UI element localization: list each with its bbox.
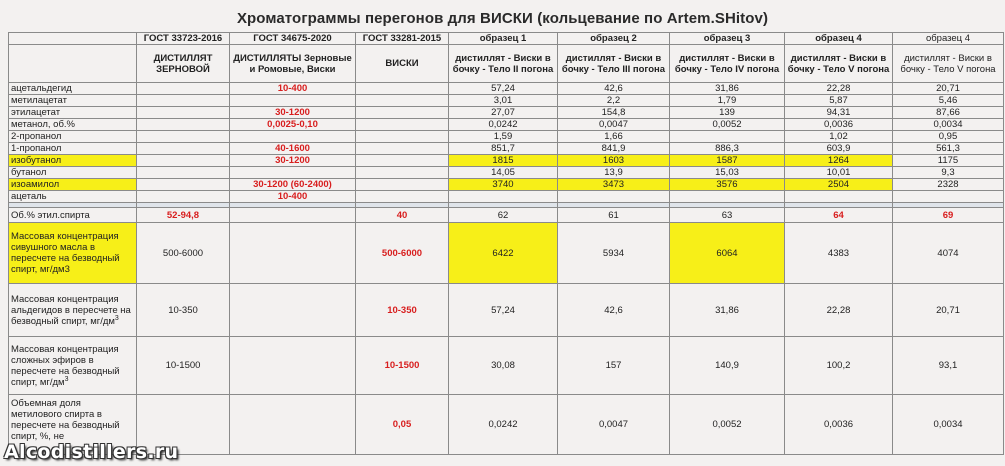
row-std2 [230, 395, 356, 455]
row-v3: 140,9 [670, 337, 785, 395]
row-label: ацеталь [9, 191, 137, 203]
row-v1: 0,0242 [449, 119, 558, 131]
header-sample1: образец 1 [449, 33, 558, 45]
row-v3: 31,86 [670, 83, 785, 95]
row-v5: 2328 [893, 179, 1004, 191]
row-v5: 1175 [893, 155, 1004, 167]
row-v2: 13,9 [558, 167, 670, 179]
row-v5: 93,1 [893, 337, 1004, 395]
site-watermark: Alcodistillers.ru [4, 441, 179, 463]
subheader-sample3: дистиллят - Виски в бочку - Тело IV погона [670, 45, 785, 83]
row-v3: 15,03 [670, 167, 785, 179]
row-std3: 40 [356, 208, 449, 223]
row-v3: 63 [670, 208, 785, 223]
row-v4: 4383 [785, 223, 893, 284]
row-v5: 87,66 [893, 107, 1004, 119]
row-v2: 2,2 [558, 95, 670, 107]
table-row [9, 131, 1004, 143]
row-v5: 20,71 [893, 83, 1004, 95]
subheader-empty [9, 45, 137, 83]
row-v1: 57,24 [449, 83, 558, 95]
row-v2: 61 [558, 208, 670, 223]
row-std1 [137, 131, 230, 143]
subheader-sample2: дистиллят - Виски в бочку - Тело III погона [558, 45, 670, 83]
row-v4: 22,28 [785, 284, 893, 337]
row-v1: 3740 [449, 179, 558, 191]
row-std2 [230, 223, 356, 284]
header-sample2: образец 2 [558, 33, 670, 45]
row-v2: 42,6 [558, 83, 670, 95]
header-std1: ГОСТ 33723-2016 [137, 33, 230, 45]
esters-row [9, 337, 1004, 395]
row-v3: 886,3 [670, 143, 785, 155]
header-empty [9, 33, 137, 45]
row-std1: 52-94,8 [137, 208, 230, 223]
row-v4: 1,02 [785, 131, 893, 143]
row-v4 [785, 191, 893, 203]
row-std1 [137, 155, 230, 167]
row-std3 [356, 143, 449, 155]
row-std3 [356, 119, 449, 131]
header-row [9, 33, 1004, 45]
row-label [9, 284, 137, 337]
row-v5 [893, 191, 1004, 203]
row-std2: 30-1200 (60-2400) [230, 179, 356, 191]
row-v5: 0,95 [893, 131, 1004, 143]
row-v2: 3473 [558, 179, 670, 191]
subheader-sample1: дистиллят - Виски в бочку - Тело II погона [449, 45, 558, 83]
row-v5: 0,0034 [893, 119, 1004, 131]
row-v4: 5,87 [785, 95, 893, 107]
table-row [9, 83, 1004, 95]
subheader-std1: ДИСТИЛЛЯТ ЗЕРНОВОЙ [137, 45, 230, 83]
row-std1 [137, 143, 230, 155]
row-v1: 6422 [449, 223, 558, 284]
row-v1: 30,08 [449, 337, 558, 395]
table-row [9, 107, 1004, 119]
row-v1: 1815 [449, 155, 558, 167]
row-v1: 14,05 [449, 167, 558, 179]
superscript: 3 [114, 314, 119, 322]
row-std1 [137, 83, 230, 95]
row-v3: 139 [670, 107, 785, 119]
row-label: изобутанол [9, 155, 137, 167]
header-std3: ГОСТ 33281-2015 [356, 33, 449, 45]
row-std2 [230, 208, 356, 223]
row-v5: 9,3 [893, 167, 1004, 179]
row-std1 [137, 107, 230, 119]
row-label [9, 337, 137, 395]
row-label: Массовая концентрация сивушного масла в пересчете на безводный спирт, мг/дм3 [9, 223, 137, 284]
row-v5: 69 [893, 208, 1004, 223]
row-v4: 2504 [785, 179, 893, 191]
header-sample4: образец 4 [785, 33, 893, 45]
row-std1 [137, 95, 230, 107]
aldehydes-row [9, 284, 1004, 337]
row-std1 [137, 179, 230, 191]
row-v1: 851,7 [449, 143, 558, 155]
row-std2: 40-1600 [230, 143, 356, 155]
table-row [9, 167, 1004, 179]
row-std3 [356, 83, 449, 95]
row-std2 [230, 131, 356, 143]
row-v1: 3,01 [449, 95, 558, 107]
row-v3: 6064 [670, 223, 785, 284]
row-std3 [356, 191, 449, 203]
row-v2: 0,0047 [558, 119, 670, 131]
row-v3: 0,0052 [670, 395, 785, 455]
row-std3: 10-1500 [356, 337, 449, 395]
row-std2: 10-400 [230, 83, 356, 95]
subheader-std2: ДИСТИЛЛЯТЫ Зерновые и Ромовые, Виски [230, 45, 356, 83]
row-std3: 10-350 [356, 284, 449, 337]
subheader-sample5: дистиллят - Виски в бочку - Тело V погона [893, 45, 1004, 83]
row-std2: 30-1200 [230, 155, 356, 167]
row-v2: 1603 [558, 155, 670, 167]
row-v2 [558, 191, 670, 203]
row-v4: 0,0036 [785, 395, 893, 455]
row-std3 [356, 95, 449, 107]
row-std1: 500-6000 [137, 223, 230, 284]
row-std2 [230, 95, 356, 107]
table-row [9, 95, 1004, 107]
row-v3: 0,0052 [670, 119, 785, 131]
row-std3 [356, 167, 449, 179]
row-v3: 1587 [670, 155, 785, 167]
row-std2 [230, 284, 356, 337]
row-v4: 1264 [785, 155, 893, 167]
row-v5: 561,3 [893, 143, 1004, 155]
row-label: этилацетат [9, 107, 137, 119]
table-row [9, 191, 1004, 203]
row-std3 [356, 179, 449, 191]
row-v1: 62 [449, 208, 558, 223]
row-v4: 94,31 [785, 107, 893, 119]
row-v2: 157 [558, 337, 670, 395]
row-label: изоамилол [9, 179, 137, 191]
row-std1: 10-350 [137, 284, 230, 337]
row-label: ацетальдегид [9, 83, 137, 95]
alcohol-row [9, 208, 1004, 223]
table-row [9, 143, 1004, 155]
row-std3 [356, 107, 449, 119]
table-row-highlighted [9, 179, 1004, 191]
row-v1: 57,24 [449, 284, 558, 337]
row-std1 [137, 167, 230, 179]
subheader-row [9, 45, 1004, 83]
row-v5: 5,46 [893, 95, 1004, 107]
row-std3 [356, 131, 449, 143]
row-std1 [137, 119, 230, 131]
row-std1: 10-1500 [137, 337, 230, 395]
row-v2: 841,9 [558, 143, 670, 155]
row-v3 [670, 191, 785, 203]
chromatogram-table [8, 32, 1004, 455]
row-v2: 0,0047 [558, 395, 670, 455]
row-v3: 3576 [670, 179, 785, 191]
row-v2: 42,6 [558, 284, 670, 337]
row-v5: 0,0034 [893, 395, 1004, 455]
row-label: Объемная доля метилового спирта в пересчете на безводный спирт, %, не [9, 395, 137, 455]
row-v2: 5934 [558, 223, 670, 284]
row-std3: 0,05 [356, 395, 449, 455]
fusel-row [9, 223, 1004, 284]
subheader-std3: ВИСКИ [356, 45, 449, 83]
row-v3: 31,86 [670, 284, 785, 337]
row-std2 [230, 167, 356, 179]
header-sample5: образец 4 [893, 33, 1004, 45]
table-row-highlighted [9, 155, 1004, 167]
row-v4: 22,28 [785, 83, 893, 95]
row-std2: 0,0025-0,10 [230, 119, 356, 131]
row-std3 [356, 155, 449, 167]
row-label: метилацетат [9, 95, 137, 107]
row-std1 [137, 191, 230, 203]
row-v5: 20,71 [893, 284, 1004, 337]
row-label-text: Массовая концентрация сложных эфиров в пересчете на безводный спирт, мг/дм [11, 343, 120, 388]
row-v1: 27,07 [449, 107, 558, 119]
row-v4: 10,01 [785, 167, 893, 179]
table-row [9, 119, 1004, 131]
row-label: 1-пропанол [9, 143, 137, 155]
page-title: Хроматограммы перегонов для ВИСКИ (кольцевание по Artem.SHitov) [236, 10, 769, 27]
row-v4: 603,9 [785, 143, 893, 155]
header-std2: ГОСТ 34675-2020 [230, 33, 356, 45]
row-v1: 1,59 [449, 131, 558, 143]
row-v2: 154,8 [558, 107, 670, 119]
row-label-text: Массовая концентрация альдегидов в пересчете на безводный спирт, мг/дм [11, 293, 131, 327]
row-std2: 30-1200 [230, 107, 356, 119]
row-v5: 4074 [893, 223, 1004, 284]
row-std2 [230, 337, 356, 395]
subheader-sample4: дистиллят - Виски в бочку - Тело V погона [785, 45, 893, 83]
row-v1 [449, 191, 558, 203]
row-v4: 0,0036 [785, 119, 893, 131]
row-label: Об.% этил.спирта [9, 208, 137, 223]
superscript: 3 [64, 375, 69, 383]
row-v4: 100,2 [785, 337, 893, 395]
row-v4: 64 [785, 208, 893, 223]
row-std2: 10-400 [230, 191, 356, 203]
row-label: метанол, об.% [9, 119, 137, 131]
header-sample3: образец 3 [670, 33, 785, 45]
row-v3 [670, 131, 785, 143]
row-label: 2-пропанол [9, 131, 137, 143]
row-label: бутанол [9, 167, 137, 179]
row-v2: 1,66 [558, 131, 670, 143]
row-std3: 500-6000 [356, 223, 449, 284]
row-v1: 0,0242 [449, 395, 558, 455]
row-v3: 1,79 [670, 95, 785, 107]
